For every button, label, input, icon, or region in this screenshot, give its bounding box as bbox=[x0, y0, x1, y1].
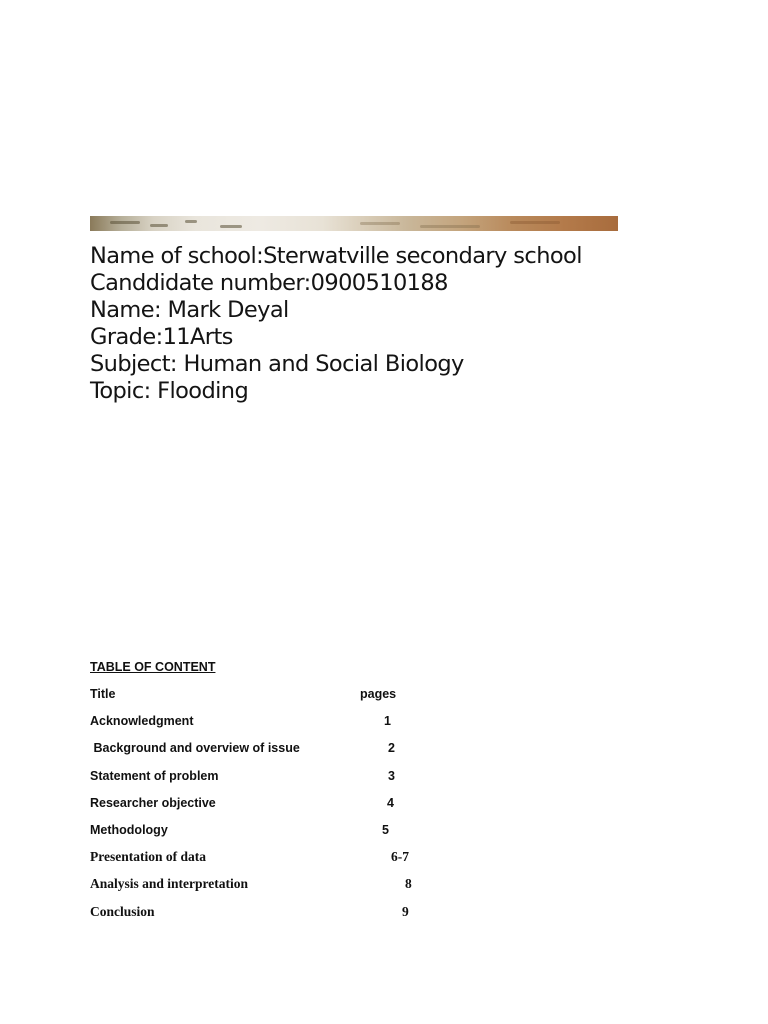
topic: Topic: Flooding bbox=[90, 378, 249, 404]
toc-entry bbox=[90, 713, 430, 740]
toc-header-row bbox=[90, 686, 430, 713]
toc-entry bbox=[90, 849, 430, 876]
student-name: Name: Mark Deyal bbox=[90, 297, 289, 323]
toc-title: TABLE OF CONTENT bbox=[90, 660, 216, 674]
toc-entry bbox=[90, 740, 430, 767]
toc-entry bbox=[90, 795, 430, 822]
candidate-number: Canddidate number:0900510188 bbox=[90, 270, 448, 296]
toc-entry-page: 5 bbox=[382, 822, 389, 837]
toc-entry-page: 4 bbox=[387, 795, 394, 810]
toc-entry bbox=[90, 822, 430, 849]
toc-header-pages: pages bbox=[360, 687, 397, 701]
grade: Grade:11Arts bbox=[90, 324, 233, 350]
toc-entry-page: 8 bbox=[405, 876, 412, 892]
toc-entry bbox=[90, 768, 430, 795]
toc-entry-label: Acknowledgment bbox=[90, 714, 194, 729]
toc-entry-label: Conclusion bbox=[90, 903, 155, 919]
toc-header-title: Title bbox=[90, 687, 116, 701]
toc-entry-page: 1 bbox=[384, 714, 391, 729]
toc-entry bbox=[90, 876, 430, 903]
toc-entry-page: 6-7 bbox=[391, 849, 409, 865]
toc-entry-label: Researcher objective bbox=[90, 795, 216, 810]
toc-entry-label: Background and overview of issue bbox=[90, 741, 300, 756]
subject: Subject: Human and Social Biology bbox=[90, 351, 464, 377]
cover-details bbox=[90, 243, 690, 405]
school-name: Name of school:Sterwatville secondary school bbox=[90, 243, 582, 269]
toc-entry-label: Methodology bbox=[90, 822, 168, 837]
toc-entry-page: 3 bbox=[388, 768, 395, 783]
toc-entry-label: Presentation of data bbox=[90, 849, 206, 865]
header-banner-image bbox=[90, 216, 618, 231]
table-of-contents bbox=[90, 659, 430, 931]
toc-entry bbox=[90, 904, 430, 931]
toc-entry-label: Analysis and interpretation bbox=[90, 876, 249, 892]
toc-entry-page: 2 bbox=[388, 741, 395, 756]
toc-entry-page: 9 bbox=[402, 903, 409, 919]
toc-entry-label: Statement of problem bbox=[90, 768, 219, 783]
